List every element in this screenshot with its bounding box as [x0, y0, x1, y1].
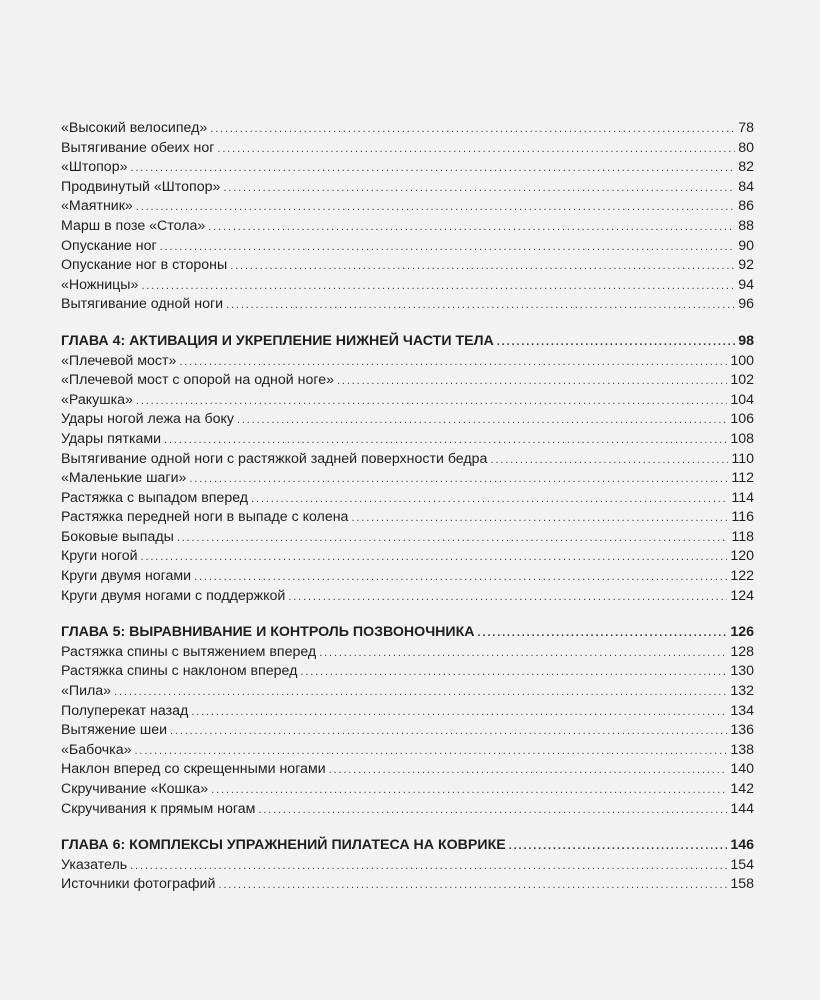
toc-entry: [61, 567, 754, 587]
entry-title: Круги двумя ногами: [61, 568, 192, 585]
toc-entry: [61, 702, 754, 722]
entry-title: Вытягивание одной ноги: [61, 296, 224, 313]
page-number: 130: [730, 663, 754, 680]
dot-leader: [237, 411, 727, 431]
entry-title: «Плечевой мост с опорой на одной ноге»: [61, 372, 335, 389]
page-number: 78: [738, 120, 754, 136]
dot-leader: [329, 761, 728, 781]
dot-leader: [135, 742, 728, 762]
toc-entry: [61, 528, 754, 548]
chapter-title: ГЛАВА 5: ВЫРАВНИВАНИЕ И КОНТРОЛЬ ПОЗВОНОЧНИКА: [61, 624, 475, 641]
page-number: 96: [738, 296, 754, 313]
entry-title: Полуперекат назад: [61, 702, 189, 719]
toc-entry: [61, 508, 754, 528]
dot-leader: [217, 140, 735, 160]
page-number: 144: [730, 800, 754, 817]
toc-entry: [61, 682, 754, 702]
dot-leader: [189, 470, 728, 490]
entry-title: Круги двумя ногами с поддержкой: [61, 587, 286, 604]
toc-entry: [61, 237, 754, 257]
toc-entry: [61, 760, 754, 780]
toc-entry: [61, 119, 754, 139]
toc-entry: [61, 139, 754, 159]
dot-leader: [208, 218, 735, 238]
page-number: 116: [731, 509, 754, 526]
dot-leader: [211, 781, 727, 801]
page-number: 104: [730, 391, 754, 408]
page-number: 110: [731, 450, 754, 467]
page-number: 112: [731, 470, 754, 487]
entry-title: Опускание ног: [61, 237, 157, 254]
dot-leader: [194, 568, 727, 588]
toc-entry: [61, 489, 754, 509]
entry-title: Вытягивание обеих ног: [61, 139, 215, 156]
toc-entry: [61, 450, 754, 470]
page-number: 114: [731, 489, 754, 506]
entry-title: Указатель: [61, 856, 128, 873]
toc-chapter-heading: [61, 623, 754, 643]
chapter-title: ГЛАВА 4: АКТИВАЦИЯ И УКРЕПЛЕНИЕ НИЖНЕЙ ЧАСТИ ТЕЛА: [61, 332, 494, 349]
entry-title: «Маленькие шаги»: [61, 470, 187, 487]
toc-section: [61, 623, 754, 819]
page-number: 94: [738, 276, 754, 293]
dot-leader: [218, 876, 727, 896]
toc-chapter-heading: [61, 332, 754, 352]
page-number: 88: [738, 217, 754, 234]
page-number: 134: [730, 702, 754, 719]
entry-title: Удары ногой лежа на боку: [61, 411, 234, 428]
dot-leader: [351, 509, 728, 529]
page-number: 142: [730, 781, 754, 797]
toc-section: [61, 836, 754, 895]
toc-entry: [61, 391, 754, 411]
toc-entry: [61, 643, 754, 663]
dot-leader: [160, 238, 736, 258]
page-number: 84: [738, 178, 754, 195]
entry-title: Марш в позе «Стола»: [61, 217, 206, 234]
toc-entry: [61, 741, 754, 761]
dot-leader: [497, 333, 735, 353]
toc-chapter-heading: [61, 836, 754, 856]
page-number: 140: [730, 761, 754, 778]
toc-entry: [61, 430, 754, 450]
toc-entry: [61, 721, 754, 741]
page-number: 146: [730, 837, 754, 854]
toc-entry: [61, 217, 754, 237]
page-number: 126: [730, 624, 754, 641]
dot-leader: [300, 663, 727, 683]
dot-leader: [226, 296, 735, 316]
entry-title: Растяжка спины с вытяжением вперед: [61, 643, 317, 660]
dot-leader: [230, 257, 735, 277]
page-number: 80: [738, 139, 754, 156]
page-number: 138: [730, 741, 754, 758]
page-number: 154: [730, 856, 754, 873]
toc-entry: [61, 856, 754, 876]
entry-title: Боковые выпады: [61, 528, 174, 545]
dot-leader: [164, 431, 727, 451]
dot-leader: [509, 837, 728, 857]
toc-entry: [61, 800, 754, 820]
entry-title: «Ракушка»: [61, 391, 133, 408]
page-number: 158: [730, 876, 754, 893]
page-number: 102: [730, 372, 754, 389]
entry-title: Источники фотографий: [61, 876, 216, 893]
entry-title: Наклон вперед со скрещенными ногами: [61, 761, 326, 778]
dot-leader: [288, 588, 727, 608]
entry-title: Вытяжение шеи: [61, 722, 168, 739]
toc-entry: [61, 587, 754, 607]
dot-leader: [141, 277, 735, 297]
page-number: 124: [730, 587, 754, 604]
dot-leader: [136, 392, 727, 412]
page-number: 118: [731, 528, 754, 545]
entry-title: «Маятник»: [61, 198, 133, 215]
dot-leader: [223, 179, 735, 199]
entry-title: Продвинутый «Штопор»: [61, 178, 221, 195]
toc-entry: [61, 158, 754, 178]
entry-title: «Ножницы»: [61, 276, 139, 293]
dot-leader: [130, 857, 727, 877]
toc-entry: [61, 780, 754, 800]
toc-entry: [61, 352, 754, 372]
page-number: 100: [730, 352, 754, 369]
entry-title: Растяжка спины с наклоном вперед: [61, 663, 298, 680]
toc-entry: [61, 410, 754, 430]
toc-entry: [61, 256, 754, 276]
page-number: 98: [738, 332, 754, 349]
dot-leader: [210, 120, 735, 140]
entry-title: «Пила»: [61, 683, 112, 700]
toc-entry: [61, 469, 754, 489]
dot-leader: [141, 548, 728, 568]
page-number: 120: [730, 548, 754, 565]
page-number: 82: [738, 159, 754, 176]
dot-leader: [490, 451, 728, 471]
chapter-title: ГЛАВА 6: КОМПЛЕКСЫ УПРАЖНЕНИЙ ПИЛАТЕСА НА КОВРИКЕ: [61, 837, 506, 854]
entry-title: «Высокий велосипед»: [61, 120, 208, 136]
dot-leader: [130, 159, 735, 179]
toc-entry: [61, 371, 754, 391]
page-number: 106: [730, 411, 754, 428]
dot-leader: [319, 644, 727, 664]
toc-entry: [61, 662, 754, 682]
entry-title: Вытягивание одной ноги с растяжкой задней поверхности бедра: [61, 450, 488, 467]
entry-title: «Бабочка»: [61, 741, 132, 758]
entry-title: Растяжка с выпадом вперед: [61, 489, 249, 506]
toc-entry: [61, 875, 754, 895]
page-number: 86: [738, 198, 754, 215]
page-number: 132: [730, 683, 754, 700]
dot-leader: [114, 683, 727, 703]
toc-entry: [61, 276, 754, 296]
entry-title: «Штопор»: [61, 159, 128, 176]
entry-title: Удары пятками: [61, 430, 162, 447]
dot-leader: [251, 490, 728, 510]
page-number: 90: [738, 237, 754, 254]
dot-leader: [170, 722, 727, 742]
entry-title: Скручивания к прямым ногам: [61, 800, 256, 817]
dot-leader: [478, 624, 728, 644]
toc-entry: [61, 178, 754, 198]
entry-title: Опускание ног в стороны: [61, 257, 228, 274]
page-number: 136: [730, 722, 754, 739]
toc-entry: [61, 197, 754, 217]
dot-leader: [179, 353, 727, 373]
entry-title: «Плечевой мост»: [61, 352, 177, 369]
dot-leader: [177, 529, 729, 549]
entry-title: Скручивание «Кошка»: [61, 781, 209, 797]
entry-title: Растяжка передней ноги в выпаде с колена: [61, 509, 349, 526]
page-number: 108: [730, 430, 754, 447]
page-number: 128: [730, 643, 754, 660]
page-number: 92: [738, 257, 754, 274]
toc-entry: [61, 547, 754, 567]
toc-section: [61, 332, 754, 606]
dot-leader: [337, 372, 727, 392]
table-of-contents: [61, 119, 754, 895]
dot-leader: [258, 801, 727, 821]
toc-entry: [61, 295, 754, 315]
page-number: 122: [730, 568, 754, 585]
entry-title: Круги ногой: [61, 548, 138, 565]
dot-leader: [136, 198, 735, 218]
toc-section: [61, 119, 754, 315]
dot-leader: [191, 703, 727, 723]
